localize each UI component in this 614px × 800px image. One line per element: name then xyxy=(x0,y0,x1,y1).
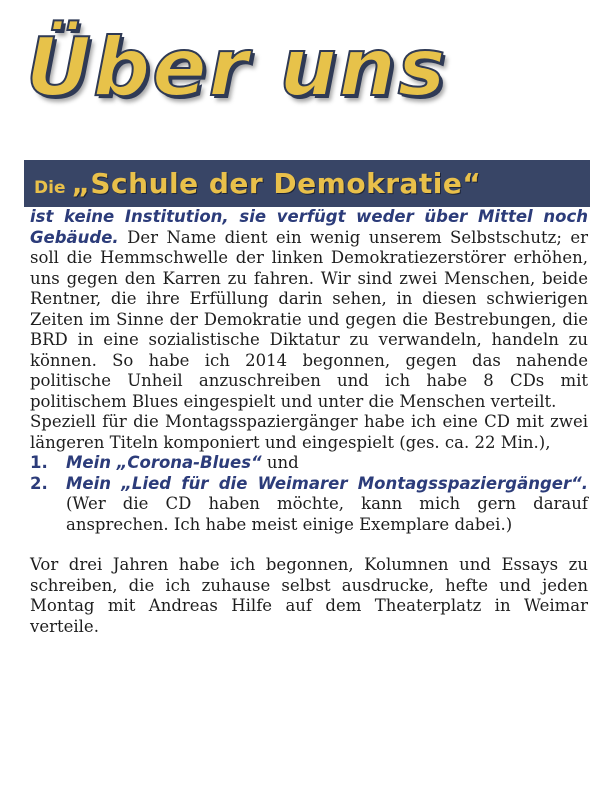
title-banner xyxy=(24,160,590,207)
cd-title-list xyxy=(30,453,588,535)
intro-text: Der Name dient ein wenig unserem Selbstschutz; er soll die Hemmschwelle der linken Demokratiezerstörer erhöhen, uns gegen den Karren zu fahren. Wir sind zwei Menschen, beide Rentner, die ihre Erfüllung darin sehen, in diesen schwierigen Zeiten im Sinne der Demokratie und gegen die Bestrebungen, die BRD in eine sozialistische Diktatur zu verwandeln, handeln zu können. So habe ich 2014 begonnen, gegen das nahende politische Unheil anzuschreiben und ich habe 8 CDs mit politischem Blues eingespielt und unter die Menschen verteilt. xyxy=(30,227,588,411)
list-item-number: 2. xyxy=(30,473,48,493)
page-title: Über uns xyxy=(26,21,448,114)
banner-school-name: „Schule der Demokratie“ xyxy=(71,167,482,200)
intro-bold-lead: ist keine Institution, sie verfügt weder über Mittel noch Gebäude. xyxy=(30,207,588,247)
list-item xyxy=(30,453,588,474)
intro-paragraph xyxy=(30,207,588,412)
list-item-number: 1. xyxy=(30,453,48,472)
list-item-text: und xyxy=(261,453,299,472)
closing-paragraph: Vor drei Jahren habe ich begonnen, Kolumnen und Essays zu schreiben, die ich zuhause selbst ausdrucke, hefte und jeden Montag mit Andreas Hilfe auf dem Theaterplatz in Weimar verteile. xyxy=(30,555,588,636)
cd-paragraph: Speziell für die Montagsspaziergänger habe ich eine CD mit zwei längeren Titeln komponiert und eingespielt (ges. ca. 22 Min.), xyxy=(30,412,588,452)
list-item-text: (Wer die CD haben möchte, kann mich gern darauf ansprechen. Ich habe meist einige Exemplare dabei.) xyxy=(66,494,588,534)
article-body xyxy=(30,207,588,637)
list-item-title: Mein „Corona-Blues“ xyxy=(66,453,262,472)
list-item xyxy=(30,474,588,536)
list-item-title: Mein „Lied für die Weimarer Montagsspaziergänger“. xyxy=(66,473,588,493)
banner-article: Die xyxy=(34,177,66,198)
